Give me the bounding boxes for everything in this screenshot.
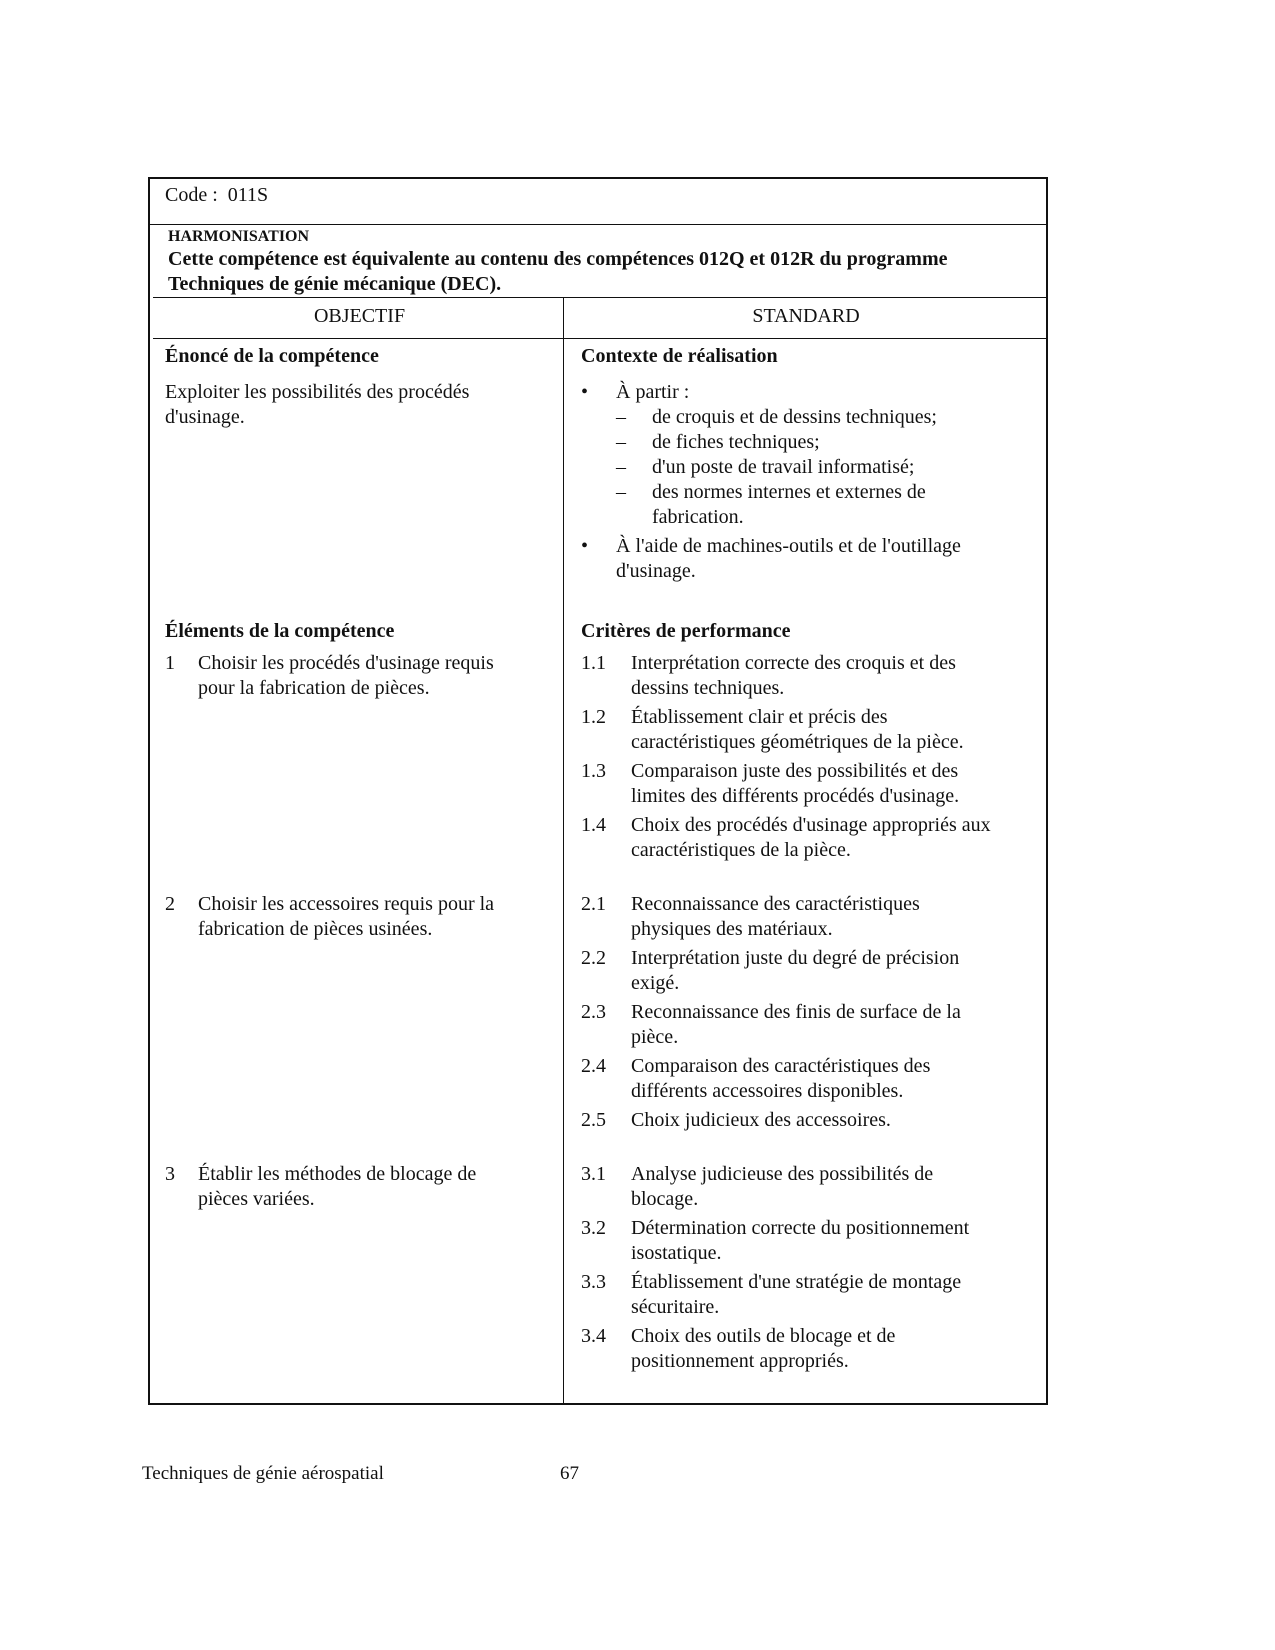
bullet-icon: •: [581, 535, 589, 557]
text-line: Choisir les procédés d'usinage requis: [198, 652, 494, 674]
text-line: de croquis et de dessins techniques;: [652, 406, 937, 428]
critere-number: 1.3: [581, 760, 606, 782]
critere-item: [581, 1162, 1040, 1212]
critere-number: 3.1: [581, 1163, 606, 1185]
contexte-title: Contexte de réalisation: [581, 345, 778, 367]
text-line: différents accessoires disponibles.: [631, 1080, 904, 1102]
critere-item: [581, 1054, 1040, 1104]
text-line: Interprétation correcte des croquis et des: [631, 652, 956, 674]
critere-item: [581, 813, 1040, 863]
dash-icon: –: [616, 456, 626, 478]
critere-number: 3.4: [581, 1325, 606, 1347]
text-line: Reconnaissance des caractéristiques: [631, 893, 920, 915]
critere-item: [581, 1216, 1040, 1266]
critere-item: [581, 705, 1040, 755]
critere-number: 2.5: [581, 1109, 606, 1131]
text-line: des normes internes et externes de: [652, 481, 926, 503]
critere-number: 2.2: [581, 947, 606, 969]
text-line: de fiches techniques;: [652, 431, 820, 453]
dash-icon: –: [616, 481, 626, 503]
bullet-icon: •: [581, 381, 589, 403]
header-standard: STANDARD: [752, 305, 860, 327]
code-value: 011S: [227, 184, 269, 206]
text-line: pour la fabrication de pièces.: [198, 677, 430, 699]
text-line: Comparaison juste des possibilités et des: [631, 760, 959, 782]
dash-item: [616, 480, 937, 505]
critere-item: [581, 1324, 1040, 1374]
text-line: blocage.: [631, 1188, 699, 1210]
text-line: positionnement appropriés.: [631, 1350, 849, 1372]
harmonisation-text-2: Techniques de génie mécanique (DEC).: [168, 273, 502, 295]
text-line: Reconnaissance des finis de surface de la: [631, 1001, 961, 1023]
text-line: Établissement clair et précis des: [631, 706, 888, 728]
header-objectif: OBJECTIF: [313, 305, 406, 327]
text-line: Exploiter les possibilités des procédés: [165, 381, 470, 403]
critere-item: [581, 759, 1040, 809]
code-label: Code :: [165, 184, 218, 206]
text-line: fabrication de pièces usinées.: [198, 918, 433, 940]
text-line: sécuritaire.: [631, 1296, 720, 1318]
critere-number: 2.3: [581, 1001, 606, 1023]
competence-table: [148, 177, 1048, 1405]
criteres-list: [566, 892, 1046, 1162]
dash-item: [616, 430, 937, 455]
elements-title: Éléments de la compétence: [165, 620, 395, 642]
critere-number: 1.2: [581, 706, 606, 728]
element-item: [153, 651, 566, 892]
table-body: [153, 339, 1046, 1403]
element-number: 2: [165, 893, 175, 915]
column-divider: [563, 339, 564, 1403]
text-line: fabrication.: [652, 506, 744, 528]
bullet-text: À partir :: [616, 381, 690, 403]
text-line: Interprétation juste du degré de précision: [631, 947, 960, 969]
text-line: Choix des procédés d'usinage appropriés aux: [631, 814, 991, 836]
criteres-title-cell: [566, 619, 1046, 651]
contexte-cell: [566, 339, 1046, 619]
critere-number: 3.3: [581, 1271, 606, 1293]
critere-item: [581, 892, 1040, 942]
critere-number: 3.2: [581, 1217, 606, 1239]
critere-item: [581, 1270, 1040, 1320]
text-line: Établir les méthodes de blocage de: [198, 1163, 477, 1185]
header-row: [153, 298, 1046, 339]
critere-item: [581, 651, 1040, 701]
footer-page-number: 67: [560, 1463, 579, 1484]
text-line: caractéristiques géométriques de la pièce.: [631, 731, 964, 753]
dash-item: [616, 455, 937, 480]
element-number: 3: [165, 1163, 175, 1185]
column-divider: [563, 298, 564, 338]
harmonisation-text-1: Cette compétence est équivalente au contenu des compétences 012Q et 012R du programme: [168, 248, 948, 270]
critere-item: [581, 1108, 1040, 1133]
critere-number: 2.4: [581, 1055, 606, 1077]
text-line: Choisir les accessoires requis pour la: [198, 893, 495, 915]
text-line: d'un poste de travail informatisé;: [652, 456, 915, 478]
text-line: limites des différents procédés d'usinage.: [631, 785, 960, 807]
criteres-title: Critères de performance: [581, 620, 791, 642]
text-line: Comparaison des caractéristiques des: [631, 1055, 931, 1077]
criteres-list: [566, 651, 1046, 892]
bullet-item: [581, 380, 1040, 530]
text-line: caractéristiques de la pièce.: [631, 839, 851, 861]
critere-number: 2.1: [581, 893, 606, 915]
element-item: [153, 892, 566, 1162]
criteres-list: [566, 1162, 1046, 1403]
footer: [0, 1461, 1275, 1521]
elements-title-cell: [153, 619, 566, 651]
text-line: isostatique.: [631, 1242, 722, 1264]
footer-program: Techniques de génie aérospatial: [142, 1463, 384, 1484]
critere-item: [581, 946, 1040, 996]
dash-icon: –: [616, 406, 626, 428]
text-line: physiques des matériaux.: [631, 918, 833, 940]
element-item: [153, 1162, 566, 1403]
harmonisation-section: [153, 225, 1046, 298]
text-line: d'usinage.: [616, 560, 696, 582]
critere-number: 1.4: [581, 814, 606, 836]
text-line: Analyse judicieuse des possibilités de: [631, 1163, 934, 1185]
enonce-cell: [153, 339, 566, 619]
dash-item: [616, 405, 937, 430]
dash-icon: –: [616, 431, 626, 453]
text-line: Établissement d'une stratégie de montage: [631, 1271, 962, 1293]
enonce-title: Énoncé de la compétence: [165, 345, 379, 367]
text-line: exigé.: [631, 972, 680, 994]
critere-number: 1.1: [581, 652, 606, 674]
element-number: 1: [165, 652, 175, 674]
code-row: [150, 179, 1046, 225]
text-line: d'usinage.: [165, 406, 245, 428]
text-line: pièce.: [631, 1026, 679, 1048]
text-line: dessins techniques.: [631, 677, 785, 699]
dash-item: [616, 505, 937, 530]
harmonisation-title: HARMONISATION: [168, 228, 310, 245]
text-line: Choix judicieux des accessoires.: [631, 1109, 891, 1131]
text-line: Choix des outils de blocage et de: [631, 1325, 896, 1347]
text-line: Détermination correcte du positionnement: [631, 1217, 970, 1239]
text-line: pièces variées.: [198, 1188, 315, 1210]
critere-item: [581, 1000, 1040, 1050]
text-line: À l'aide de machines-outils et de l'outillage: [616, 535, 961, 557]
bullet-item: [581, 534, 1040, 584]
